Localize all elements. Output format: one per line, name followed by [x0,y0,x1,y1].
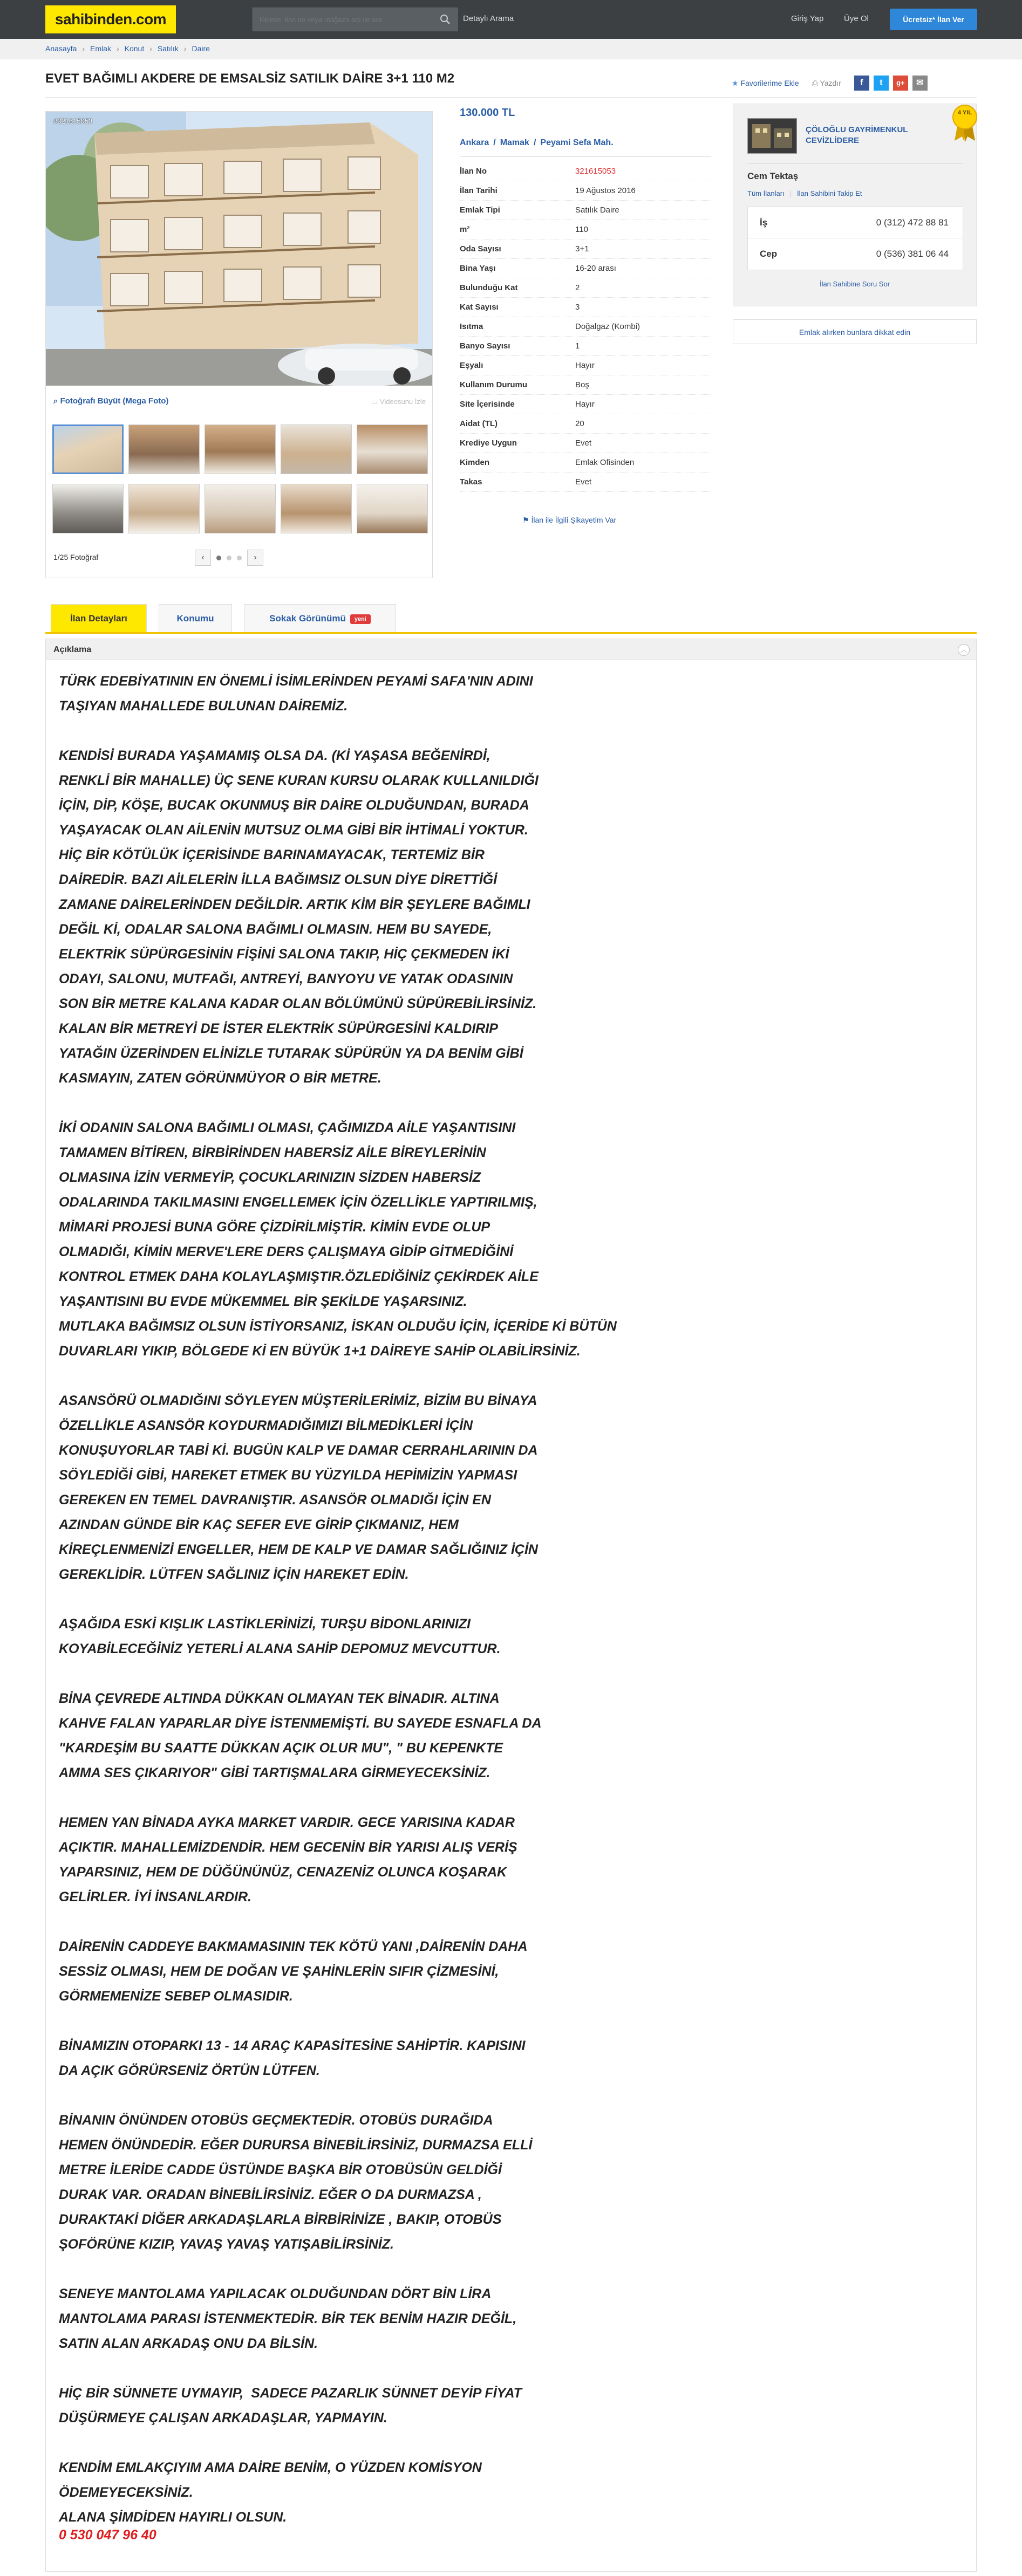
detail-value: Boş [575,380,589,389]
detail-row [460,162,711,181]
agency-logo-icon [748,119,796,153]
magnifier-icon: ⌕ [53,396,58,406]
all-listings-link[interactable]: Tüm İlanları [747,189,785,197]
twitter-icon[interactable]: t [874,76,889,91]
detail-row [460,181,711,201]
site-logo[interactable]: sahibinden.com [45,5,176,33]
thumbnail[interactable] [128,484,200,533]
breadcrumb-bar [0,39,1022,59]
detail-value: Evet [575,439,592,448]
phone-label: İş [760,217,768,228]
google-plus-icon[interactable]: g+ [893,76,908,91]
thumbnail[interactable] [281,484,352,533]
detail-value: 20 [575,419,584,428]
ask-seller-link[interactable]: İlan Sahibine Soru Sor [819,280,890,288]
listing-number: 321615053 [575,167,616,176]
pager-dot[interactable] [216,556,221,560]
detail-key: Aidat (TL) [460,419,498,428]
thumbnail[interactable] [128,424,200,474]
next-button[interactable]: › [247,550,263,566]
detail-value: Emlak Ofisinden [575,458,635,467]
location-separator: / [533,138,536,147]
complain-label: İlan ile İlgili Şikayetim Var [531,516,617,524]
detail-row [460,317,711,337]
description-header[interactable] [45,639,977,660]
detail-key: Kimden [460,458,490,467]
location-neighborhood[interactable]: Peyami Sefa Mah. [540,138,614,147]
location-city[interactable]: Ankara [460,138,489,147]
detail-key: İlan Tarihi [460,186,498,195]
building-photo [46,112,432,386]
detail-value: 3 [575,303,580,312]
description-body [45,660,977,2572]
detail-value: Satılık Daire [575,205,619,215]
detail-key: Oda Sayısı [460,244,501,254]
top-header [0,0,1022,39]
breadcrumb-separator: › [183,44,187,53]
main-photo[interactable] [46,112,432,386]
breadcrumb-separator: › [149,44,152,53]
detail-value: 2 [575,283,580,292]
membership-badge [952,104,977,142]
post-ad-button[interactable]: Ücretsiz* İlan Ver [890,9,977,30]
video-icon: ▭ [371,398,378,406]
detail-value: 110 [575,225,588,234]
detail-key: Kullanım Durumu [460,380,528,389]
listing-title: EVET BAĞIMLI AKDERE DE EMSALSİZ SATILIK DAİRE 3+1 110 M2 [45,71,455,86]
favorite-label: Favorilerime Ekle [740,78,799,87]
agent-logo[interactable] [747,118,797,154]
pager-dot[interactable] [227,556,231,560]
agent-box [733,104,977,306]
complain-link[interactable] [522,516,616,525]
detail-key: Site İçerisinde [460,400,515,409]
favorite-button[interactable] [732,79,799,88]
header-inner [45,0,978,39]
listing-price: 130.000 TL [460,107,515,119]
detail-row [460,298,711,317]
detail-key: Krediye Uygun [460,439,517,448]
detail-key: İlan No [460,167,487,176]
description-title: Açıklama [53,645,92,654]
search-icon [440,14,451,25]
pager-dot[interactable] [237,556,242,560]
tab-location[interactable]: Konumu [159,604,232,633]
thumbnail[interactable] [52,424,124,474]
detail-value: Hayır [575,400,595,409]
detail-row [460,220,711,239]
breadcrumb-separator: › [82,44,85,53]
description-text: TÜRK EDEBİYATININ EN ÖNEMLİ İSİMLERİNDEN PEYAMİ SAFA'NIN ADINI TAŞIYAN MAHALLEDE BULUNAN DAİREMİZ. KENDİSİ BURADA YAŞAMAMIŞ OLSA DA. (Kİ YAŞASA BEĞENİRDİ, RENKLİ BİR MAHALLE) ÜÇ SENE KURAN KURSU OLARAK KULLANILDIĞI İÇİN, DİP, KÖŞE, BUCAK OKUNMUŞ BİR DAİRE OLDUĞUNDAN, BURADA YAŞAYACAK OLAN AİLENİN MUTSUZ OLMA GİBİ BİR İHTİMALİ YOKTUR. HİÇ BİR KÖTÜLÜK İÇERİSİNDE BARINAMAYACAK, TERTEMİZ BİR DAİREDİR. BAZI AİLELERİN İLLA BAĞIMSIZ OLSUN DİYE DİRETTİĞİ ZAMANE DAİRELERİNDEN DEĞİLDİR. ARTIK KİM BİR ŞEYLERE BAĞIMLI DEĞİL Kİ, ODALAR SALONA BAĞIMLI OLMASIN. HEM BU SAYEDE, ELEKTRİK SÜPÜRGESİNİN FİŞİNİ SALONA TAKIP, HİÇ ÇEKMEDEN İKİ ODAYI, SALONU, MUTFAĞI, ANTREYİ, BANYOYU VE YATAK ODASININ SON BİR METRE KALANA KADAR OLAN BÖLÜMÜNÜ SÜPÜREBİLİRSİNİZ. KALAN BİR METREYİ DE İSTER ELEKTRİK SÜPÜRGESİNİ KALDIRIP YATAĞIN ÜZERİNDEN ELİNİZLE TUTARAK SÜPÜRÜN YA DA BENİM GİBİ KASMAYIN, ZATEN GÖRÜNMÜYOR O BİR METRE. İKİ ODANIN SALONA BAĞIMLI OLMASI, ÇAĞIMIZDA AİLE YAŞANTISINI TAMAMEN BİTİREN, BİRBİRİNDEN HABERSİZ AİLE BİREYLERİNİN OLMASINA İZİN VERMEYİP, ÇOCUKLARINIZIN SİZDEN HABERSİZ ODALARINDA TAKILMASINI ENGELLEMEK İÇİN ÖZELLİKLE YAPTIRILMIŞ, MİMARİ PROJESİ BUNA GÖRE ÇİZDİRİLMİŞTİR. KİMİN EVDE OLUP OLMADIĞI, KİMİN MERVE'LERE DERS ÇALIŞMAYA GİDİP GİTMEDİĞİNİ KONTROL ETMEK DAHA KOLAYLAŞMIŞTIR.ÖZLEDİĞİNİZ ÇEKİRDEK AİLE YAŞANTISINI BU EVDE MÜKEMMEL BİR ŞEKİLDE YAŞARSINIZ. MUTLAKA BAĞIMSIZ OLSUN İSTİYORSANIZ, İSKAN OLDUĞU İÇİN, İÇERİDE Kİ BÜTÜN DUVARLARI YIKIP, BÖLGEDE Kİ EN BÜYÜK 1+1 DAİREYE SAHİP OLABİLİRSİNİZ. ASANSÖRÜ OLMADIĞINI SÖYLEYEN MÜŞTERİLERİMİZ, BİZİM BU BİNAYA ÖZELLİKLE ASANSÖR KOYDURMADIĞIMIZI BİLMEDİKLERİ İÇİN KONUŞUYORLAR TABİ Kİ. BUGÜN KALP VE DAMAR CERRAHLARININ DA SÖYLEDİĞİ GİBİ, HAREKET ETMEK BU YÜZYILDA HEPİMİZİN YAPMASI GEREKEN EN TEMEL DAVRANIŞTIR. ASANSÖR OLMADIĞI İÇİN EN AZINDAN GÜNDE BİR KAÇ SEFER EVE GİRİP ÇIKMANIZ, HEM KİREÇLENMENİZİ ENGELLER, HEM DE KALP VE DAMAR SAĞLIĞINIZ İÇİN GEREKLİDİR. LÜTFEN SAĞLINIZ İÇİN HAREKET EDİN. AŞAĞIDA ESKİ KIŞLIK LASTİKLERİNİZİ, TURŞU BİDONLARINIZI KOYABİLECEĞİNİZ YETERLİ ALANA SAHİP DEPOMUZ MEVCUTTUR. BİNA ÇEVREDE ALTINDA DÜKKAN OLMAYAN TEK BİNADIR. ALTINA KAHVE FALAN YAPARLAR DİYE İSTENMEMİŞTİ. BU SAYEDE ESNAFLA DA "KARDEŞİM BU SAATTE DÜKKAN AÇIK OLUR MU", " BU KEPENKTE AMMA SES ÇIKARIYOR" GİBİ TARTIŞMALARA GİRMEYECEKSİNİZ. HEMEN YAN BİNADA AYKA MARKET VARDIR. GECE YARISINA KADAR AÇIKTIR. MAHALLEMİZDENDİR. HEM GECENİN BİR YARISI ALIŞ VERİŞ YAPARSINIZ, HEM DE DÜĞÜNÜNÜZ, CENAZENİZ OLUNCA KOŞARAK GELİRLER. İYİ İNSANLARDIR. DAİRENİN CADDEYE BAKMAMASININ TEK KÖTÜ YANI ,DAİRENİN DAHA SESSİZ OLMASI, HEM DE DOĞAN VE ŞAHİNLERİN SIFIR ÇİZMESİNİ, GÖRMEMENİZE SEBEP OLMASIDIR. BİNAMIZIN OTOPARKI 13 - 14 ARAÇ KAPASİTESİNE SAHİPTİR. KAPISINI DA AÇIK GÖRÜRSENİZ ÖRTÜN LÜTFEN. BİNANIN ÖNÜNDEN OTOBÜS GEÇMEKTEDİR. OTOBÜS DURAĞIDA HEMEN ÖNÜNDEDİR. EĞER DURURSA BİNEBİLİRSİNİZ, DURMAZSA ELLİ METRE İLERİDE CADDE ÜSTÜNDE BAŞKA BİR OTOBÜSÜN GELDİĞİ DURAK VAR. ORADAN BİNEBİLİRSİNİZ. EĞER O DA DURMAZSA , DURAKTAKİ DİĞER ARKADAŞLARLA BİRBİRİNİZE , BAKIP, OTOBÜS ŞOFÖRÜNE KIZIP, YAVAŞ YAVAŞ YATIŞABİLİRSİNİZ. SENEYE MANTOLAMA YAPILACAK OLDUĞUNDAN DÖRT BİN LİRA MANTOLAMA PARASI İSTENMEKTEDİR. BİR TEK BENİM HAZIR DEĞİL, SATIN ALAN ARKADAŞ ONU DA BİLSİN. HİÇ BİR SÜNNETE UYMAYIP, SADECE PAZARLIK SÜNNET DEYİP FİYAT DÜŞÜRMEYE ÇALIŞAN ARKADAŞLAR, YAPMAYIN. KENDİM EMLAKÇIYIM AMA DAİRE BENİM, O YÜZDEN KOMİSYON ÖDEMEYECEKSİNİZ. ALANA ŞİMDİDEN HAYIRLI OLSUN. [59,674,617,2525]
print-label: Yazdır [820,78,841,87]
agent-divider [747,163,963,164]
detail-key: Banyo Sayısı [460,341,510,351]
attention-link[interactable]: Emlak alırken bunlara dikkat edin [733,319,977,344]
detail-key: Emlak Tipi [460,205,500,215]
thumbnail[interactable] [357,424,428,474]
detail-row [460,201,711,220]
tabs-underline [45,632,977,634]
phone-label: Cep [760,249,778,259]
detail-value: 1 [575,341,580,351]
breadcrumb-item-home[interactable]: Anasayfa [45,44,77,53]
phone-number[interactable]: 0 (312) 472 88 81 [876,217,949,228]
detail-row [460,375,711,395]
photo-gallery [45,111,433,578]
share-buttons [854,76,928,91]
title-divider [45,97,977,98]
breadcrumb-separator: › [116,44,119,53]
thumbnail[interactable] [281,424,352,474]
gallery-pager [195,550,263,566]
search-input[interactable] [260,8,432,31]
printer-icon: ⎙ [812,78,818,87]
detail-row [460,278,711,298]
thumbnail[interactable] [205,484,276,533]
detail-row [460,472,711,492]
tab-street-view[interactable] [244,604,396,633]
gallery-toolbar [46,395,432,409]
detail-key: Kat Sayısı [460,303,499,312]
breadcrumb-item-emlak[interactable]: Emlak [90,44,111,53]
phone-box [747,207,963,270]
follow-seller-link[interactable]: İlan Sahibini Takip Et [797,189,862,197]
detail-value: 19 Ağustos 2016 [575,186,636,195]
collapse-icon[interactable]: ︿ [958,644,970,656]
detail-key: m² [460,225,470,234]
tab-details[interactable]: İlan Detayları [51,604,147,633]
thumbnail[interactable] [205,424,276,474]
detail-row [460,356,711,375]
detail-key: Bulunduğu Kat [460,283,518,292]
prev-button[interactable]: ‹ [195,550,211,566]
detail-key: Eşyalı [460,361,483,370]
detail-row [460,414,711,434]
location-district[interactable]: Mamak [500,138,529,147]
zoom-label: Fotoğrafı Büyüt (Mega Foto) [60,396,169,406]
phone-number[interactable]: 0 (536) 381 06 44 [876,249,949,259]
street-view-label: Sokak Görünümü [269,613,346,624]
detail-row [460,395,711,414]
facebook-icon[interactable]: f [854,76,869,91]
detail-value: 3+1 [575,244,589,254]
breadcrumb-item-konut[interactable]: Konut [124,44,145,53]
login-link[interactable]: Giriş Yap [791,14,824,23]
detail-value: Evet [575,477,592,487]
detail-value: Hayır [575,361,595,370]
new-badge: yeni [350,614,371,624]
agent-person-name: Cem Tektaş [747,171,799,181]
search-box[interactable] [253,8,458,31]
photo-id: #321615053 [53,117,93,125]
detail-value: 16-20 arası [575,264,616,273]
detail-row [460,239,711,259]
phone-row-work [748,207,963,238]
thumbnail[interactable] [52,484,124,533]
agency-name[interactable]: ÇÖLOĞLU GAYRİMENKUL CEVİZLİDERE [806,125,908,145]
video-label: Videosunu İzle [379,398,426,406]
mail-icon[interactable]: ✉ [912,76,928,91]
breadcrumb [45,44,210,53]
title-actions [732,76,928,91]
search-button[interactable] [433,8,457,31]
agent-links [747,189,862,197]
thumbnail[interactable] [357,484,428,533]
breadcrumb-item-satilik[interactable]: Satılık [157,44,179,53]
listing-location [460,138,614,148]
zoom-photo-button[interactable] [53,396,168,406]
video-button[interactable] [371,398,426,406]
signup-link[interactable]: Üye Ol [844,14,869,23]
detail-value: Doğalgaz (Kombi) [575,322,641,331]
breadcrumb-item-daire[interactable]: Daire [192,44,210,53]
detail-row [460,259,711,278]
detail-row [460,337,711,356]
complain-icon: ⚑ [522,516,529,524]
advanced-search-link[interactable]: Detaylı Arama [463,14,514,23]
detail-tabs [45,601,977,633]
detail-key: Bina Yaşı [460,264,496,273]
photo-counter: 1/25 Fotoğraf [53,553,99,561]
detail-row [460,434,711,453]
star-icon: ★ [732,78,739,87]
badge-label: 4 YIL [957,109,972,116]
location-separator: / [493,138,496,147]
detail-key: Takas [460,477,482,487]
phone-row-mobile [748,238,963,270]
link-separator: | [789,189,792,197]
detail-row [460,453,711,472]
description-phone: 0 530 047 96 40 [59,2527,156,2543]
print-button[interactable] [812,79,841,88]
location-divider [460,156,711,157]
detail-key: Isıtma [460,322,483,331]
